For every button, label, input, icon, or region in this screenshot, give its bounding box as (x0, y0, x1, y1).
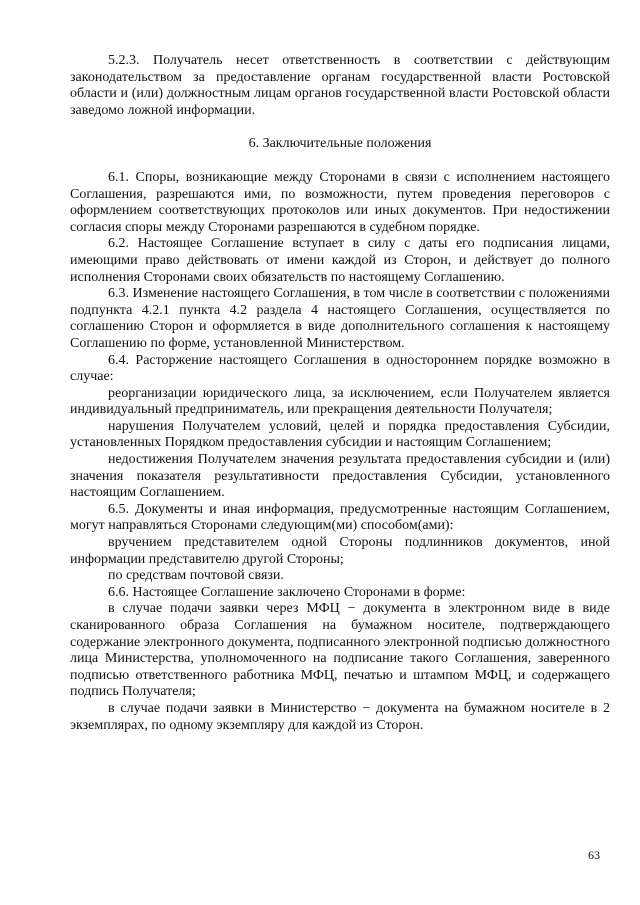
paragraph-6-4-violation: нарушения Получателем условий, целей и порядка предоставления Субсидии, установленных Порядком предоставления субсидии и настоящим Соглашением; (70, 418, 610, 451)
paragraph-6-4: 6.4. Расторжение настоящего Соглашения в одностороннем порядке возможно в случае: (70, 352, 610, 385)
section-heading: 6. Заключительные положения (248, 136, 432, 152)
paragraph-6-4-reorganization: реорганизации юридического лица, за исключением, если Получателем является индивидуальный предприниматель, или прекращения деятельности Получателя; (70, 385, 610, 418)
paragraph-6-5-post: по средствам почтовой связи. (108, 568, 284, 584)
paragraph-6-6-mfc: в случае подачи заявки через МФЦ − документа в электронном виде в виде сканированного образа Соглашения на бумажном носителе, подтверждающего содержание электронного документа, подписанного электронной подписью должностного лица Министерства, уполномоченного на подписание такого Соглашения, заверенного подписью ответственного работника МФЦ, печатью и штампом МФЦ, и содержащего подпись Получателя; (70, 601, 611, 700)
paragraph-6-4-non-achievement: недостижения Получателем значения результата предоставления субсидии и (или) значения показателя результативности предоставления Субсидии, установленного настоящим Соглашением. (70, 452, 610, 501)
page-number: 63 (588, 848, 600, 862)
paragraph-6-3: 6.3. Изменение настоящего Соглашения, в том числе в соответствии с положениями подпункта 4.2.1 пункта 4.2 раздела 4 настоящего Соглашения, осуществляется по соглашению Сторон и оформляется в виде дополнительного соглашения к настоящему Соглашению по форме, установленной Министерством. (70, 286, 610, 351)
paragraph-5-2-3: 5.2.3. Получатель несет ответственность в соответствии с действующим законодательством за предоставление органам государственной власти Ростовской области и (или) должностным лицам органов государственной власти Ростовской области заведомо ложной информации. (70, 53, 610, 118)
paragraph-6-5-delivery: вручением представителем одной Стороны подлинников документов, иной информации представителю другой Стороны; (70, 535, 610, 567)
paragraph-6-1: 6.1. Споры, возникающие между Сторонами в связи с исполнением настоящего Соглашения, разрешаются ими, по возможности, путем проведения переговоров с оформлением соответствующих протоколов или иных документов. При недостижении согласия споры между Сторонами разрешаются в судебном порядке. (70, 169, 610, 235)
document-body (70, 53, 610, 734)
paragraph-6-6-ministry: в случае подачи заявки в Министерство − документа на бумажном носителе в 2 экземплярах, по одному экземпляру для каждой из Сторон. (70, 700, 610, 733)
paragraph-6-2: 6.2. Настоящее Соглашение вступает в силу с даты его подписания лицами, имеющими право действовать от имени каждой из Сторон, и действует до полного исполнения Сторонами своих обязательств по настоящему Соглашению. (70, 236, 610, 285)
paragraph-6-6: 6.6. Настоящее Соглашение заключено Сторонами в форме: (108, 584, 466, 600)
paragraph-6-5: 6.5. Документы и иная информация, предусмотренные настоящим Соглашением, могут направляться Сторонами следующим(ми) способом(ами): (70, 501, 610, 534)
